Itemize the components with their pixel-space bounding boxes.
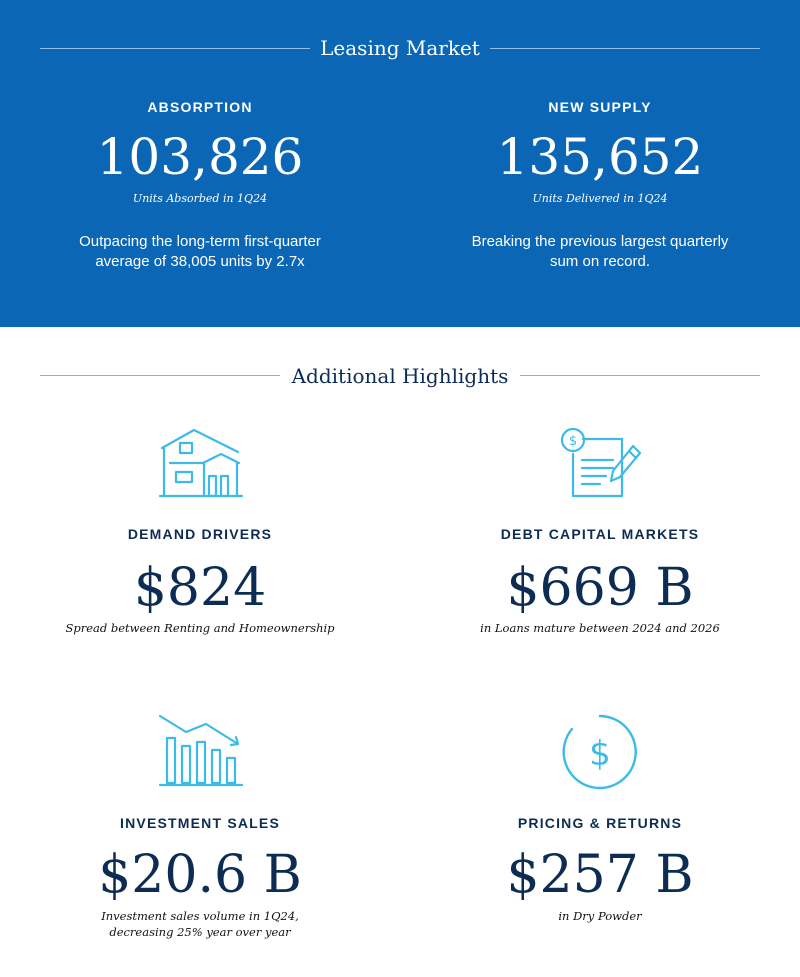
investment-sales-label: INVESTMENT SALES: [120, 815, 280, 831]
declining-bar-chart-icon: [158, 712, 244, 788]
demand-drivers-block: [20, 526, 380, 646]
svg-text:$: $: [568, 434, 578, 449]
debt-capital-markets-label: DEBT CAPITAL MARKETS: [500, 526, 700, 542]
pricing-returns-caption: in Dry Powder: [558, 909, 642, 923]
debt-capital-markets-block: [420, 526, 780, 646]
svg-text:$: $: [589, 734, 611, 774]
house-icon: [158, 426, 244, 500]
new-supply-desc-line2: sum on record.: [549, 253, 651, 270]
new-supply-block: [420, 0, 780, 327]
debt-capital-markets-value: $669 B: [506, 558, 694, 618]
demand-drivers-label: DEMAND DRIVERS: [127, 526, 273, 542]
document-dollar-icon: [560, 426, 646, 500]
new-supply-desc-line1: Breaking the previous largest quarterly: [471, 233, 729, 250]
investment-sales-value: $20.6 B: [98, 845, 302, 905]
pricing-returns-label: PRICING & RETURNS: [517, 815, 683, 831]
dollar-circle-icon: [560, 712, 640, 792]
absorption-desc-line2: average of 38,005 units by 2.7x: [95, 253, 305, 270]
investment-sales-caption-line1: Investment sales volume in 1Q24,: [101, 909, 299, 923]
pricing-returns-value: $257 B: [506, 845, 694, 905]
investment-sales-caption-line2: decreasing 25% year over year: [109, 925, 291, 939]
new-supply-caption: Units Delivered in 1Q24: [532, 192, 668, 205]
pricing-returns-block: [420, 815, 780, 935]
absorption-value: 103,826: [96, 128, 304, 186]
absorption-desc-line1: Outpacing the long-term first-quarter: [79, 233, 321, 250]
demand-drivers-value: $824: [133, 558, 267, 618]
absorption-label: ABSORPTION: [147, 99, 253, 115]
highlights-divider-left: [40, 375, 280, 376]
debt-capital-markets-caption: in Loans mature between 2024 and 2026: [480, 621, 720, 635]
leasing-market-panel: [0, 0, 800, 327]
additional-highlights-title: Additional Highlights: [291, 364, 509, 388]
new-supply-label: NEW SUPPLY: [548, 99, 652, 115]
new-supply-value: 135,652: [496, 128, 704, 186]
highlights-divider-right: [520, 375, 760, 376]
absorption-caption: Units Absorbed in 1Q24: [132, 192, 268, 205]
investment-sales-block: [20, 815, 380, 945]
demand-drivers-caption: Spread between Renting and Homeownership: [65, 621, 335, 635]
leasing-market-title: Leasing Market: [320, 36, 480, 60]
absorption-block: [20, 0, 380, 327]
